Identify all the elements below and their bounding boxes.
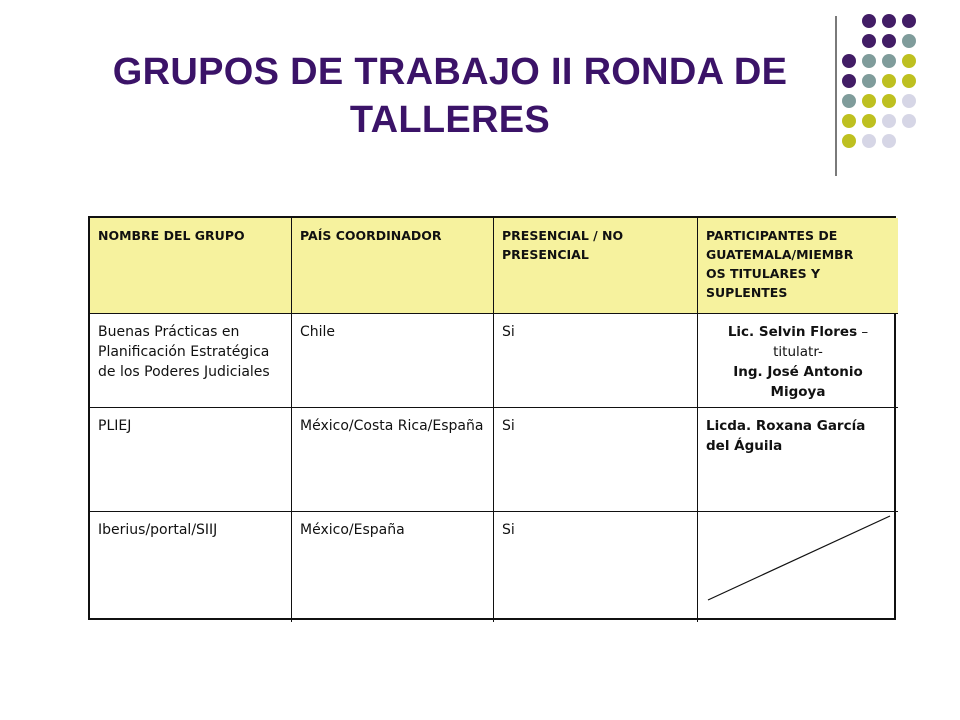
header-country-text: PAÍS COORDINADOR: [300, 228, 442, 243]
row-1-participant-2: Ing. José Antonio Migoya: [733, 364, 863, 400]
row-2-country: México/Costa Rica/España: [292, 408, 494, 512]
decorative-dot: [902, 14, 916, 28]
decorative-dot: [902, 74, 916, 88]
row-1-country: Chile: [292, 314, 494, 408]
header-coordinating-country: [292, 218, 494, 314]
decorative-dot: [842, 74, 856, 88]
header-participants-line-2: GUATEMALA/MIEMBR: [706, 247, 854, 262]
participant-role: – titulatr-: [773, 324, 869, 360]
row-1-presence: Si: [494, 314, 698, 408]
header-participants: [698, 218, 898, 314]
header-presence: [494, 218, 698, 314]
row-1-participant-1: [706, 322, 890, 362]
decorative-dot: [882, 34, 896, 48]
header-presence-line-2: PRESENCIAL: [502, 247, 589, 262]
row-3-presence: Si: [494, 512, 698, 622]
decorative-dot: [882, 74, 896, 88]
header-participants-line-1: PARTICIPANTES DE: [706, 228, 838, 243]
row-1-participants: [698, 314, 898, 408]
decorative-dot-grid: [840, 8, 960, 158]
decorative-dot: [882, 134, 896, 148]
decorative-dot: [902, 34, 916, 48]
row-3-country: México/España: [292, 512, 494, 622]
decorative-dot: [882, 54, 896, 68]
participant-name: Lic. Selvin Flores: [727, 324, 858, 340]
row-2-participants: [698, 408, 898, 512]
decorative-dot: [902, 94, 916, 108]
header-participants-line-4: SUPLENTES: [706, 285, 788, 300]
decorative-dot: [862, 114, 876, 128]
slide-title-line-1: GRUPOS DE TRABAJO II RONDA DE: [112, 51, 788, 93]
decorative-dot: [882, 14, 896, 28]
header-participants-line-3: OS TITULARES Y: [706, 266, 821, 281]
header-group-name: [90, 218, 292, 314]
header-presence-line-1: PRESENCIAL / NO: [502, 228, 624, 243]
decorative-dot: [862, 134, 876, 148]
decorative-dot: [862, 14, 876, 28]
decorative-dot: [862, 74, 876, 88]
decorative-dot: [862, 54, 876, 68]
decorative-dot: [842, 134, 856, 148]
decorative-dot: [862, 34, 876, 48]
row-3-group: Iberius/portal/SIIJ: [90, 512, 292, 622]
decorative-dot: [902, 54, 916, 68]
row-3-participants-empty: [698, 512, 898, 622]
slide-title: [60, 48, 840, 144]
slide-title-line-2: TALLERES: [349, 99, 551, 141]
row-2-group: PLIEJ: [90, 408, 292, 512]
decorative-dot: [862, 94, 876, 108]
working-groups-table: [88, 216, 896, 620]
decorative-dot: [842, 114, 856, 128]
decorative-dot: [842, 54, 856, 68]
decorative-dot: [882, 114, 896, 128]
decorative-dot: [842, 94, 856, 108]
header-group-name-text: NOMBRE DEL GRUPO: [98, 228, 245, 243]
row-2-participant-1: Licda. Roxana García del Águila: [706, 418, 866, 454]
empty-cell-slash: [698, 512, 898, 622]
decorative-dot: [902, 114, 916, 128]
decorative-dot: [882, 94, 896, 108]
row-2-presence: Si: [494, 408, 698, 512]
row-1-group: Buenas Prácticas en Planificación Estratégica de los Poderes Judiciales: [90, 314, 292, 408]
divider-line: [835, 16, 837, 176]
